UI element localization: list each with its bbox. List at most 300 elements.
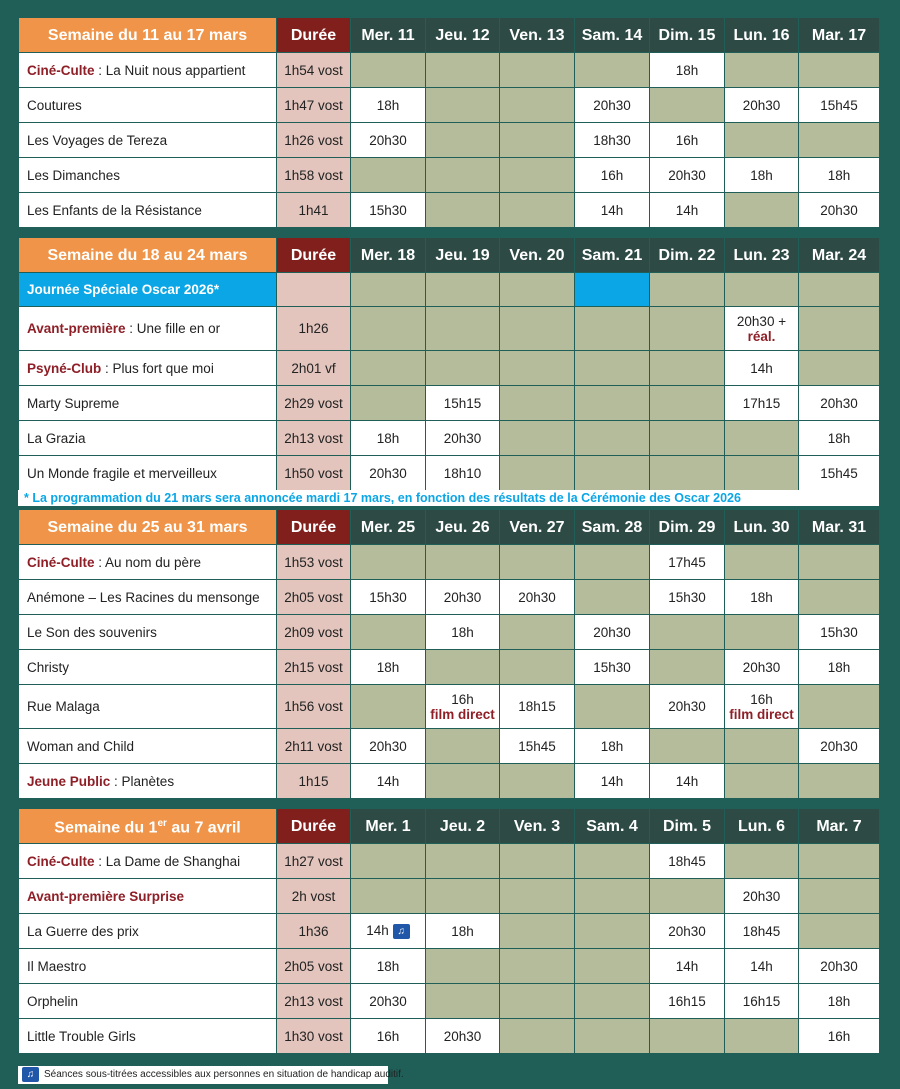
showtime-slot: 18h45 <box>725 914 799 949</box>
showtime-slot <box>799 53 880 88</box>
oscar-day-slot <box>575 273 650 307</box>
showtime-slot <box>426 949 500 984</box>
day-header: Sam. 14 <box>575 18 650 53</box>
film-title: Les Dimanches <box>19 158 277 193</box>
day-header: Sam. 4 <box>575 809 650 844</box>
showtime-slot: 15h15 <box>426 386 500 421</box>
showtime-slot <box>426 88 500 123</box>
film-title <box>19 879 277 914</box>
showtime-slot <box>500 879 575 914</box>
film-duration: 1h30 vost <box>277 1019 351 1054</box>
film-row <box>19 386 880 421</box>
film-duration: 2h29 vost <box>277 386 351 421</box>
film-label: Psyné-Club <box>27 360 102 376</box>
day-header: Dim. 5 <box>650 809 725 844</box>
showtime-slot <box>426 351 500 386</box>
showtime-slot <box>725 421 799 456</box>
film-duration: 1h56 vost <box>277 685 351 729</box>
showtime-slot: 18h15 <box>500 685 575 729</box>
showtime-slot <box>799 351 880 386</box>
film-name: : Plus fort que moi <box>101 360 214 376</box>
film-title <box>19 764 277 799</box>
showtime-slot <box>725 456 799 491</box>
showtime-slot <box>575 685 650 729</box>
showtime-slot <box>500 88 575 123</box>
film-title: Il Maestro <box>19 949 277 984</box>
showtime-slot <box>500 764 575 799</box>
showtime-slot: 16h15 <box>650 984 725 1019</box>
showtime-slot <box>426 158 500 193</box>
film-row <box>19 685 880 729</box>
showtime-slot <box>351 879 426 914</box>
showtime-slot <box>650 456 725 491</box>
day-header: Mer. 1 <box>351 809 426 844</box>
film-title <box>19 307 277 351</box>
showtime-slot: 18h <box>725 158 799 193</box>
film-row <box>19 984 880 1019</box>
showtime-slot <box>799 879 880 914</box>
film-duration: 2h13 vost <box>277 984 351 1019</box>
film-title <box>19 53 277 88</box>
showtime-slot <box>351 545 426 580</box>
showtime-slot <box>426 53 500 88</box>
film-name: : La Nuit nous appartient <box>94 62 246 78</box>
showtime-slot <box>426 123 500 158</box>
showtime-slot: 15h30 <box>351 193 426 228</box>
special-day-row <box>19 273 880 307</box>
showtime-slot <box>575 456 650 491</box>
showtime-slot <box>575 307 650 351</box>
film-title: Christy <box>19 650 277 685</box>
film-duration: 2h vost <box>277 879 351 914</box>
duration-header: Durée <box>277 238 351 273</box>
film-duration: 1h27 vost <box>277 844 351 879</box>
showtime-slot <box>426 729 500 764</box>
showtime-slot: 16h <box>799 1019 880 1054</box>
showtime-slot: 16h <box>575 158 650 193</box>
showtime-slot: 18h <box>351 421 426 456</box>
film-title <box>19 351 277 386</box>
showtime-slot: 18h45 <box>650 844 725 879</box>
film-title: Un Monde fragile et merveilleux <box>19 456 277 491</box>
film-row <box>19 949 880 984</box>
showtime-slot <box>500 1019 575 1054</box>
showtime-slot: 14h <box>725 949 799 984</box>
week-title-end: au 7 avril <box>166 819 241 837</box>
showtime-slot: 18h30 <box>575 123 650 158</box>
showtime-slot <box>351 307 426 351</box>
showtime-slot <box>500 193 575 228</box>
showtime-slot <box>725 685 799 729</box>
week-table-3 <box>18 509 880 799</box>
day-header: Ven. 13 <box>500 18 575 53</box>
film-duration: 2h05 vost <box>277 580 351 615</box>
showtime-slot <box>500 949 575 984</box>
showtime-slot: 20h30 <box>575 88 650 123</box>
showtime-slot: 15h30 <box>650 580 725 615</box>
showtime-slot <box>500 273 575 307</box>
showtime-slot <box>500 650 575 685</box>
day-header: Ven. 20 <box>500 238 575 273</box>
film-title: La Guerre des prix <box>19 914 277 949</box>
showtime-slot <box>725 193 799 228</box>
showtime-slot <box>575 545 650 580</box>
day-header: Sam. 28 <box>575 510 650 545</box>
film-row <box>19 844 880 879</box>
week-header-row <box>19 18 880 53</box>
showtime-slot: 15h30 <box>575 650 650 685</box>
showtime-slot <box>799 764 880 799</box>
film-duration: 1h26 vost <box>277 123 351 158</box>
showtime-slot: 14h <box>575 193 650 228</box>
duration-header: Durée <box>277 18 351 53</box>
showtime-text: 14h <box>366 923 389 939</box>
showtime-slot <box>500 545 575 580</box>
film-row <box>19 193 880 228</box>
showtime-slot <box>500 456 575 491</box>
showtime-slot <box>799 123 880 158</box>
day-header: Jeu. 26 <box>426 510 500 545</box>
film-row <box>19 421 880 456</box>
showtime-slot <box>799 545 880 580</box>
showtime-slot: 18h <box>799 650 880 685</box>
film-title: Les Enfants de la Résistance <box>19 193 277 228</box>
showtime-slot: 20h30 <box>725 650 799 685</box>
film-duration: 1h41 <box>277 193 351 228</box>
showtime-slot <box>799 307 880 351</box>
film-duration: 2h05 vost <box>277 949 351 984</box>
showtime-slot: 14h <box>351 764 426 799</box>
showtime-slot: 16h <box>650 123 725 158</box>
showtime-slot <box>725 615 799 650</box>
day-header: Ven. 27 <box>500 510 575 545</box>
film-duration: 1h50 vost <box>277 456 351 491</box>
week-header-row <box>19 809 880 844</box>
film-row <box>19 158 880 193</box>
day-header: Dim. 22 <box>650 238 725 273</box>
showtime-slot <box>650 351 725 386</box>
film-duration: 2h01 vf <box>277 351 351 386</box>
showtime-slot: 15h45 <box>500 729 575 764</box>
showtime-slot <box>725 729 799 764</box>
film-duration <box>277 273 351 307</box>
film-label: Avant-première <box>27 321 126 336</box>
showtime-slot: 18h <box>426 615 500 650</box>
showtime-slot <box>650 615 725 650</box>
showtime-slot: 20h30 <box>351 456 426 491</box>
film-duration: 1h36 <box>277 914 351 949</box>
film-label: Ciné-Culte <box>27 62 95 78</box>
week-table-1 <box>18 17 880 228</box>
showtime-slot <box>725 123 799 158</box>
showtime-slot: 15h30 <box>351 580 426 615</box>
film-title: Les Voyages de Tereza <box>19 123 277 158</box>
showtime-slot: 20h30 <box>725 879 799 914</box>
day-header: Mar. 17 <box>799 18 880 53</box>
duration-header: Durée <box>277 809 351 844</box>
showtime-slot: 20h30 <box>426 580 500 615</box>
showtime-slot: 20h30 <box>500 580 575 615</box>
showtime-slot: 20h30 <box>799 193 880 228</box>
special-title: Journée Spéciale Oscar 2026* <box>19 273 277 307</box>
week-title: Semaine du 25 au 31 mars <box>19 510 277 545</box>
week-title: Semaine du 11 au 17 mars <box>19 18 277 53</box>
day-header: Jeu. 19 <box>426 238 500 273</box>
showtime-slot <box>799 914 880 949</box>
film-duration: 2h09 vost <box>277 615 351 650</box>
showtime-slot: 14h <box>575 764 650 799</box>
showtime-slot <box>500 421 575 456</box>
showtime-slot: 14h <box>650 764 725 799</box>
showtime-slot <box>351 53 426 88</box>
showtime-slot: 20h30 <box>799 386 880 421</box>
film-label: Ciné-Culte <box>27 853 95 869</box>
showtime-slot <box>426 650 500 685</box>
showtime-slot <box>575 351 650 386</box>
day-header: Mar. 31 <box>799 510 880 545</box>
day-header: Lun. 23 <box>725 238 799 273</box>
showtime-slot: 20h30 <box>650 158 725 193</box>
showtime-slot <box>351 273 426 307</box>
showtime-slot <box>500 158 575 193</box>
film-duration: 1h26 <box>277 307 351 351</box>
film-title: Coutures <box>19 88 277 123</box>
film-row <box>19 88 880 123</box>
showtime-slot <box>426 984 500 1019</box>
showtime-slot: 18h <box>351 949 426 984</box>
showtime-note: film direct <box>430 706 495 722</box>
showtime-slot: 18h <box>799 158 880 193</box>
showtime-slot <box>426 307 500 351</box>
film-title: Little Trouble Girls <box>19 1019 277 1054</box>
showtime-slot <box>650 307 725 351</box>
day-header: Lun. 30 <box>725 510 799 545</box>
film-row <box>19 545 880 580</box>
week-title-start: Semaine du 1 <box>54 819 158 837</box>
showtime-slot <box>426 879 500 914</box>
film-title: Rue Malaga <box>19 685 277 729</box>
showtime-slot <box>725 273 799 307</box>
day-header: Dim. 29 <box>650 510 725 545</box>
subtitle-accessibility-icon: ♫ <box>22 1067 39 1082</box>
showtime-slot: 20h30 <box>575 615 650 650</box>
showtime-slot: 20h30 <box>351 123 426 158</box>
showtime-slot: 20h30 <box>799 729 880 764</box>
showtime-slot <box>500 307 575 351</box>
showtime-slot <box>725 307 799 351</box>
showtime-slot <box>575 1019 650 1054</box>
film-title: Woman and Child <box>19 729 277 764</box>
showtime-slot: 20h30 <box>351 984 426 1019</box>
showtime-slot <box>650 88 725 123</box>
showtime-slot <box>426 685 500 729</box>
showtime-slot <box>426 193 500 228</box>
showtime-slot <box>575 844 650 879</box>
film-title: Le Son des souvenirs <box>19 615 277 650</box>
film-title <box>19 844 277 879</box>
showtime-slot <box>575 949 650 984</box>
day-header: Mer. 18 <box>351 238 426 273</box>
showtime-slot <box>650 879 725 914</box>
film-row <box>19 307 880 351</box>
showtime-slot: 18h <box>799 984 880 1019</box>
showtime-slot <box>799 685 880 729</box>
footer-text: Séances sous-titrées accessibles aux personnes en situation de handicap auditif. <box>44 1069 404 1080</box>
oscar-note: * La programmation du 21 mars sera annoncée mardi 17 mars, en fonction des résultats de la Cérémonie des Oscar 2026 <box>18 490 879 506</box>
week-table-4 <box>18 808 880 1054</box>
showtime-slot: 18h <box>799 421 880 456</box>
showtime-slot <box>351 158 426 193</box>
showtime-slot: 18h <box>575 729 650 764</box>
film-duration: 1h47 vost <box>277 88 351 123</box>
showtime-slot <box>500 615 575 650</box>
showtime-slot <box>500 386 575 421</box>
film-title <box>19 545 277 580</box>
film-row <box>19 456 880 491</box>
film-label: Jeune Public <box>27 773 111 789</box>
showtime-slot <box>575 914 650 949</box>
film-duration: 1h15 <box>277 764 351 799</box>
showtime-slot <box>650 273 725 307</box>
week-header-row <box>19 510 880 545</box>
showtime-text: 16h <box>750 691 773 707</box>
showtime-slot: 20h30 <box>650 685 725 729</box>
showtime-slot <box>799 844 880 879</box>
film-row <box>19 650 880 685</box>
showtime-slot <box>426 273 500 307</box>
film-duration: 2h11 vost <box>277 729 351 764</box>
film-name: : Une fille en or <box>125 321 221 336</box>
day-header: Mer. 25 <box>351 510 426 545</box>
film-row <box>19 53 880 88</box>
film-title: Anémone – Les Racines du mensonge <box>19 580 277 615</box>
showtime-slot <box>575 984 650 1019</box>
showtime-slot: 18h <box>426 914 500 949</box>
showtime-slot: 18h <box>725 580 799 615</box>
showtime-slot: 20h30 <box>725 88 799 123</box>
showtime-slot <box>575 421 650 456</box>
day-header: Ven. 3 <box>500 809 575 844</box>
showtime-slot: 20h30 <box>650 914 725 949</box>
day-header: Lun. 6 <box>725 809 799 844</box>
film-row <box>19 580 880 615</box>
showtime-slot <box>500 984 575 1019</box>
showtime-slot <box>725 545 799 580</box>
duration-header: Durée <box>277 510 351 545</box>
film-duration: 1h58 vost <box>277 158 351 193</box>
showtime-slot: 15h45 <box>799 88 880 123</box>
day-header: Jeu. 2 <box>426 809 500 844</box>
film-title: Marty Supreme <box>19 386 277 421</box>
showtime-slot <box>351 615 426 650</box>
showtime-note: réal. <box>747 328 776 344</box>
film-row <box>19 615 880 650</box>
showtime-slot: 15h45 <box>799 456 880 491</box>
showtime-slot: 20h30 <box>426 421 500 456</box>
showtime-slot: 18h <box>650 53 725 88</box>
film-duration: 1h54 vost <box>277 53 351 88</box>
film-duration: 2h15 vost <box>277 650 351 685</box>
showtime-slot <box>650 729 725 764</box>
day-header: Mar. 7 <box>799 809 880 844</box>
showtime-slot <box>725 53 799 88</box>
showtime-slot <box>500 351 575 386</box>
week-table-2 <box>18 237 880 491</box>
film-row <box>19 123 880 158</box>
showtime-slot: 20h30 <box>426 1019 500 1054</box>
showtime-slot <box>650 1019 725 1054</box>
film-title: La Grazia <box>19 421 277 456</box>
showtime-slot <box>351 844 426 879</box>
day-header: Lun. 16 <box>725 18 799 53</box>
showtime-slot <box>725 844 799 879</box>
showtime-slot: 14h <box>650 949 725 984</box>
showtime-slot <box>575 580 650 615</box>
showtime-text: 20h30 + <box>736 313 787 329</box>
film-row <box>19 351 880 386</box>
day-header: Dim. 15 <box>650 18 725 53</box>
film-row <box>19 764 880 799</box>
showtime-slot <box>575 386 650 421</box>
showtime-slot: 18h <box>351 650 426 685</box>
showtime-slot <box>725 1019 799 1054</box>
film-title: Orphelin <box>19 984 277 1019</box>
showtime-slot <box>426 545 500 580</box>
film-row <box>19 729 880 764</box>
showtime-slot <box>351 386 426 421</box>
showtime-slot: 14h <box>725 351 799 386</box>
day-header: Mar. 24 <box>799 238 880 273</box>
showtime-slot <box>351 914 426 949</box>
subtitle-accessibility-icon: ♫ <box>393 924 410 939</box>
week-header-row <box>19 238 880 273</box>
day-header: Mer. 11 <box>351 18 426 53</box>
showtime-slot <box>500 123 575 158</box>
week-title-sup: er <box>157 818 167 830</box>
showtime-slot: 16h <box>351 1019 426 1054</box>
showtime-slot: 14h <box>650 193 725 228</box>
showtime-slot <box>426 764 500 799</box>
week-title <box>19 809 277 844</box>
showtime-slot <box>500 53 575 88</box>
showtime-slot: 18h10 <box>426 456 500 491</box>
showtime-slot <box>351 685 426 729</box>
showtime-slot: 20h30 <box>351 729 426 764</box>
showtime-slot <box>500 844 575 879</box>
showtime-slot: 16h15 <box>725 984 799 1019</box>
day-header: Sam. 21 <box>575 238 650 273</box>
film-duration: 1h53 vost <box>277 545 351 580</box>
showtime-slot <box>650 650 725 685</box>
showtime-slot: 15h30 <box>799 615 880 650</box>
showtime-slot <box>650 386 725 421</box>
film-row <box>19 1019 880 1054</box>
showtime-slot <box>575 53 650 88</box>
film-row <box>19 914 880 949</box>
footer-note <box>18 1066 404 1084</box>
showtime-slot: 20h30 <box>799 949 880 984</box>
showtime-text: 16h <box>451 691 474 707</box>
showtime-slot <box>426 844 500 879</box>
showtime-note: film direct <box>729 706 794 722</box>
film-name: : Planètes <box>110 773 175 789</box>
day-header: Jeu. 12 <box>426 18 500 53</box>
showtime-slot <box>351 351 426 386</box>
showtime-slot <box>799 580 880 615</box>
film-label: Ciné-Culte <box>27 554 95 570</box>
showtime-slot <box>725 764 799 799</box>
showtime-slot <box>799 273 880 307</box>
